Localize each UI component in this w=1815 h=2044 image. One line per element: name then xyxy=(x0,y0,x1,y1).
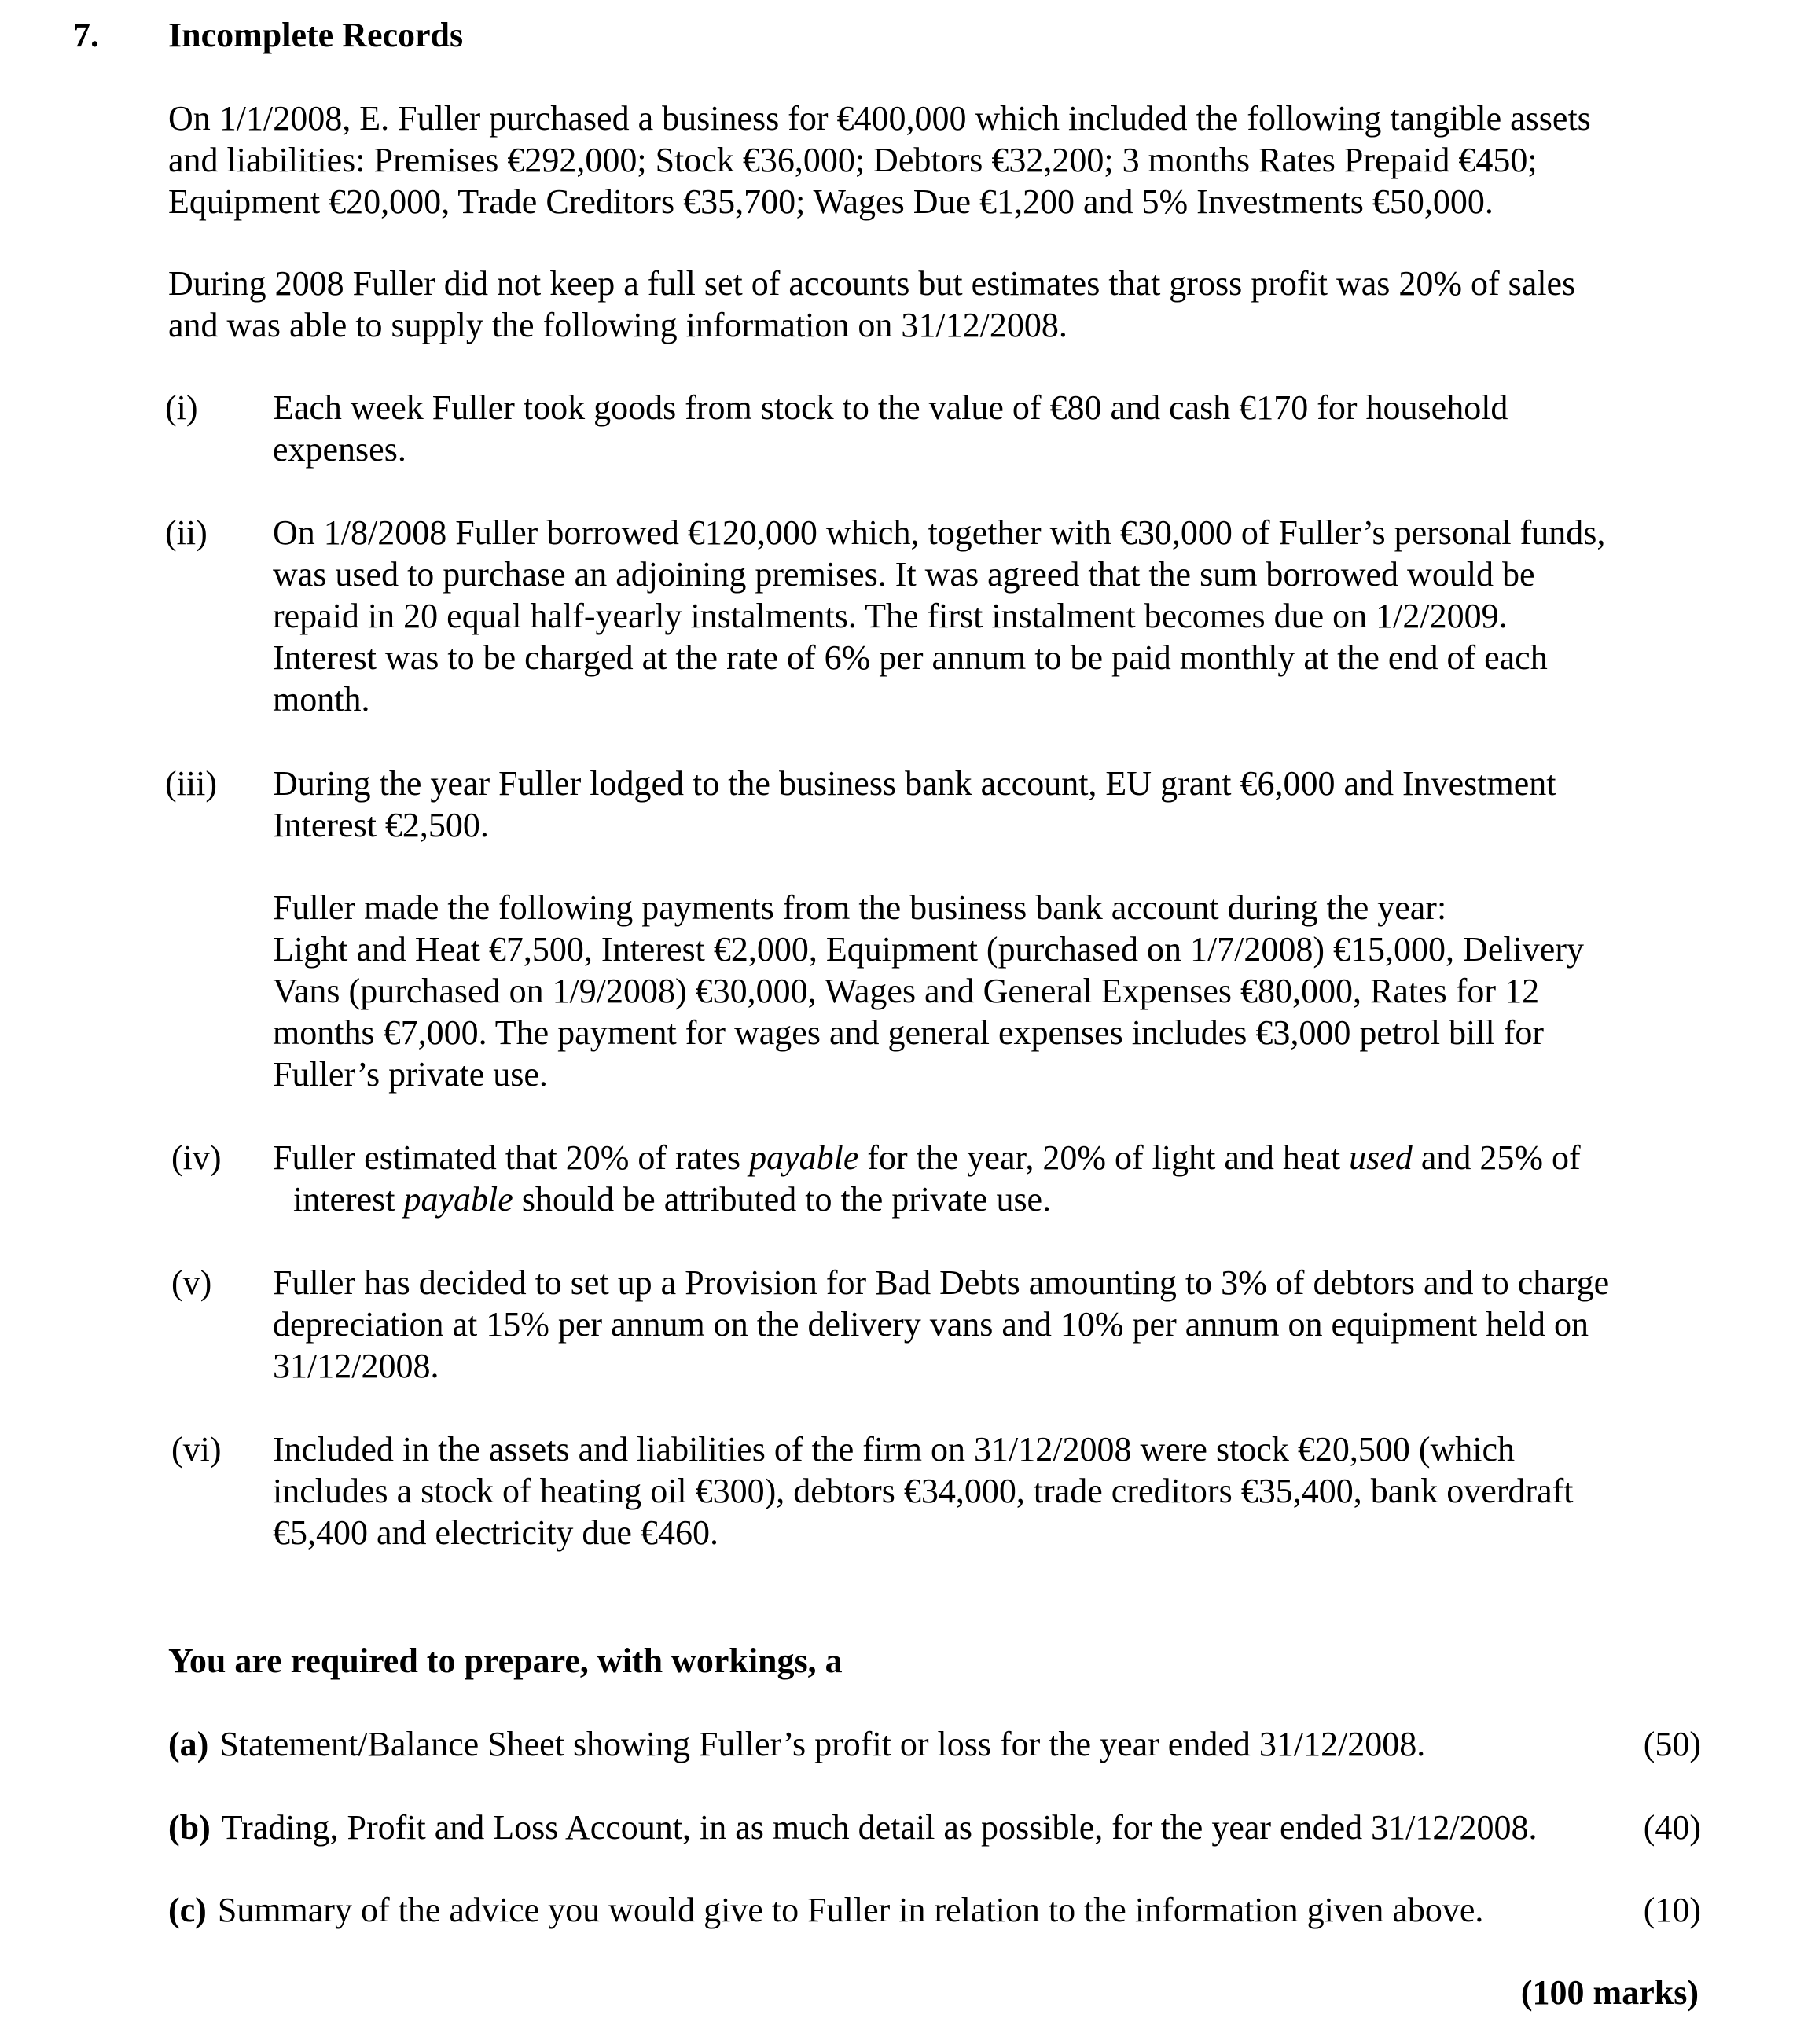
payments-heading: Fuller made the following payments from the business bank account during the year: xyxy=(273,888,1447,927)
text-run: should be attributed to the private use. xyxy=(513,1180,1052,1219)
item-line: month. xyxy=(273,680,370,719)
required-heading: You are required to prepare, with workings, a xyxy=(168,1641,843,1680)
item-label-iii: (iii) xyxy=(165,764,217,803)
intro-line: Equipment €20,000, Trade Creditors €35,700; Wages Due €1,200 and 5% Investments €50,000. xyxy=(168,182,1494,221)
payments-line: Fuller’s private use. xyxy=(273,1055,548,1094)
part-text: Summary of the advice you would give to Fuller in relation to the information given above. xyxy=(217,1891,1484,1929)
item-line: Each week Fuller took goods from stock to the value of €80 and cash €170 for household xyxy=(273,388,1508,427)
total-marks: (100 marks) xyxy=(1520,1973,1699,2012)
item-line: Interest was to be charged at the rate of 6% per annum to be paid monthly at the end of each xyxy=(273,638,1548,677)
payments-line: Light and Heat €7,500, Interest €2,000, Equipment (purchased on 1/7/2008) €15,000, Delivery xyxy=(273,930,1584,969)
text-run: and 25% of xyxy=(1412,1138,1581,1177)
item-text-iii xyxy=(273,763,1711,846)
item-line: During the year Fuller lodged to the business bank account, EU grant €6,000 and Investment xyxy=(273,764,1556,803)
question-title: Incomplete Records xyxy=(168,16,464,54)
part-c xyxy=(168,1889,1701,1931)
during-paragraph xyxy=(168,263,1709,346)
part-marks: (40) xyxy=(1643,1808,1701,1847)
part-letter: (a) xyxy=(168,1725,209,1763)
intro-line: and liabilities: Premises €292,000; Stock €36,000; Debtors €32,200; 3 months Rates Prepaid €450; xyxy=(168,141,1538,179)
italic-run: payable xyxy=(749,1138,859,1177)
item-label-v: (v) xyxy=(171,1263,212,1302)
payments-line: months €7,000. The payment for wages and general expenses includes €3,000 petrol bill for xyxy=(273,1013,1545,1052)
item-line xyxy=(273,1137,1711,1178)
part-letter: (b) xyxy=(168,1808,211,1847)
intro-paragraph xyxy=(168,97,1709,222)
text-run: Fuller estimated that 20% of rates xyxy=(273,1138,750,1177)
item-line: repaid in 20 equal half-yearly instalments. The first instalment becomes due on 1/2/2009. xyxy=(273,597,1508,635)
italic-run: payable xyxy=(403,1180,513,1219)
item-line: Included in the assets and liabilities of the firm on 31/12/2008 were stock €20,500 (which xyxy=(273,1430,1516,1469)
item-line: 31/12/2008. xyxy=(273,1347,439,1385)
part-text: Statement/Balance Sheet showing Fuller’s profit or loss for the year ended 31/12/2008. xyxy=(219,1725,1426,1763)
part-a xyxy=(168,1723,1701,1765)
item-line: depreciation at 15% per annum on the delivery vans and 10% per annum on equipment held on xyxy=(273,1305,1589,1344)
during-line: During 2008 Fuller did not keep a full set of accounts but estimates that gross profit was 20% of sales xyxy=(168,264,1576,303)
item-text-v xyxy=(273,1262,1711,1387)
italic-run: used xyxy=(1349,1138,1413,1177)
part-marks: (50) xyxy=(1643,1725,1701,1763)
item-text-iv xyxy=(273,1137,1711,1220)
item-label-vi: (vi) xyxy=(171,1430,222,1469)
payments-paragraph xyxy=(273,887,1711,1095)
item-line: expenses. xyxy=(273,430,406,469)
item-line xyxy=(273,1178,1711,1220)
item-label-ii: (ii) xyxy=(165,513,208,552)
text-run: interest xyxy=(293,1180,404,1219)
item-line: Fuller has decided to set up a Provision for Bad Debts amounting to 3% of debtors and to charge xyxy=(273,1263,1610,1302)
part-letter: (c) xyxy=(168,1891,207,1929)
item-line: was used to purchase an adjoining premises. It was agreed that the sum borrowed would be xyxy=(273,555,1535,594)
item-line: Interest €2,500. xyxy=(273,806,489,844)
intro-line: On 1/1/2008, E. Fuller purchased a business for €400,000 which included the following tangible assets xyxy=(168,99,1591,138)
item-line: On 1/8/2008 Fuller borrowed €120,000 which, together with €30,000 of Fuller’s personal funds, xyxy=(273,513,1606,552)
question-number: 7. xyxy=(73,16,99,54)
part-text: Trading, Profit and Loss Account, in as much detail as possible, for the year ended 31/12/2008. xyxy=(221,1808,1538,1847)
item-line: €5,400 and electricity due €460. xyxy=(273,1513,718,1552)
item-text-i xyxy=(273,387,1711,470)
item-label-iv: (iv) xyxy=(171,1138,222,1177)
text-run: for the year, 20% of light and heat xyxy=(858,1138,1350,1177)
item-line: includes a stock of heating oil €300), debtors €34,000, trade creditors €35,400, bank overdraft xyxy=(273,1472,1574,1510)
item-text-ii xyxy=(273,512,1711,720)
item-label-i: (i) xyxy=(165,388,198,427)
part-marks: (10) xyxy=(1643,1891,1701,1929)
item-text-vi xyxy=(273,1428,1711,1553)
part-b xyxy=(168,1807,1701,1848)
during-line: and was able to supply the following information on 31/12/2008. xyxy=(168,306,1067,344)
payments-line: Vans (purchased on 1/9/2008) €30,000, Wages and General Expenses €80,000, Rates for 12 xyxy=(273,972,1540,1010)
